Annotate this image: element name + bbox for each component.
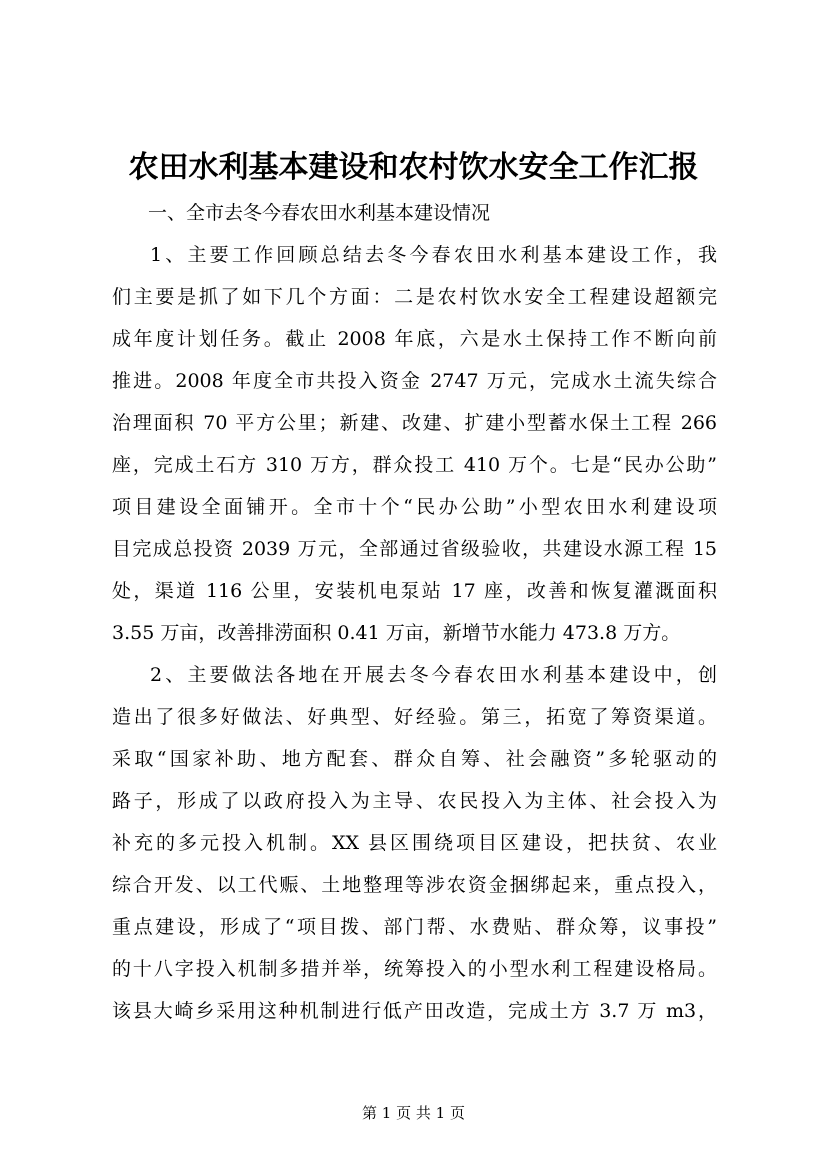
- paragraph-1-line-10: 3.55 万亩，改善排涝面积 0.41 万亩，新增节水能力 473.8 万方。: [112, 622, 681, 644]
- page-number-footer: 第 1 页 共 1 页: [362, 1104, 465, 1122]
- paragraph-2-line-4: 路子，形成了以政府投入为主导、农民投入为主体、社会投入为: [112, 790, 717, 812]
- paragraph-1-line-1: 1、主要工作回顾总结去冬今春农田水利基本建设工作，我: [150, 244, 717, 266]
- paragraph-2-line-6: 综合开发、以工代赈、土地整理等涉农资金捆绑起来，重点投入，: [112, 874, 717, 896]
- paragraph-1-line-4: 推进。2008 年度全市共投入资金 2747 万元，完成水土流失综合: [112, 370, 717, 392]
- document-title: 农田水利基本建设和农村饮水安全工作汇报: [128, 150, 699, 185]
- paragraph-2-line-9: 该县大崎乡采用这种机制进行低产田改造，完成土方 3.7 万 m3，: [112, 1000, 717, 1022]
- paragraph-1-line-3: 成年度计划任务。截止 2008 年底，六是水土保持工作不断向前: [112, 328, 717, 350]
- paragraph-1-line-5: 治理面积 70 平方公里；新建、改建、扩建小型蓄水保土工程 266: [112, 412, 717, 434]
- paragraph-2-line-2: 造出了很多好做法、好典型、好经验。第三，拓宽了筹资渠道。: [112, 706, 717, 728]
- paragraph-2-line-7: 重点建设，形成了“项目拨、部门帮、水费贴、群众筹，议事投”: [112, 916, 717, 938]
- paragraph-1-line-8: 目完成总投资 2039 万元，全部通过省级验收，共建设水源工程 15: [112, 538, 717, 560]
- paragraph-1-line-6: 座，完成土石方 310 万方，群众投工 410 万个。七是“民办公助”: [112, 454, 717, 476]
- paragraph-2-line-1: 2、主要做法各地在开展去冬今春农田水利基本建设中，创: [150, 664, 717, 686]
- paragraph-1-line-9: 处，渠道 116 公里，安装机电泵站 17 座，改善和恢复灌溉面积: [112, 580, 717, 602]
- paragraph-1-line-7: 项目建设全面铺开。全市十个“民办公助”小型农田水利建设项: [112, 496, 717, 518]
- paragraph-2-line-8: 的十八字投入机制多措并举，统筹投入的小型水利工程建设格局。: [112, 958, 717, 980]
- paragraph-2-line-3: 采取“国家补助、地方配套、群众自筹、社会融资”多轮驱动的: [112, 748, 717, 770]
- section-heading: 一、全市去冬今春农田水利基本建设情况: [148, 202, 491, 224]
- paragraph-1-line-2: 们主要是抓了如下几个方面：二是农村饮水安全工程建设超额完: [112, 286, 717, 308]
- paragraph-2-line-5: 补充的多元投入机制。XX 县区围绕项目区建设，把扶贫、农业: [112, 832, 717, 854]
